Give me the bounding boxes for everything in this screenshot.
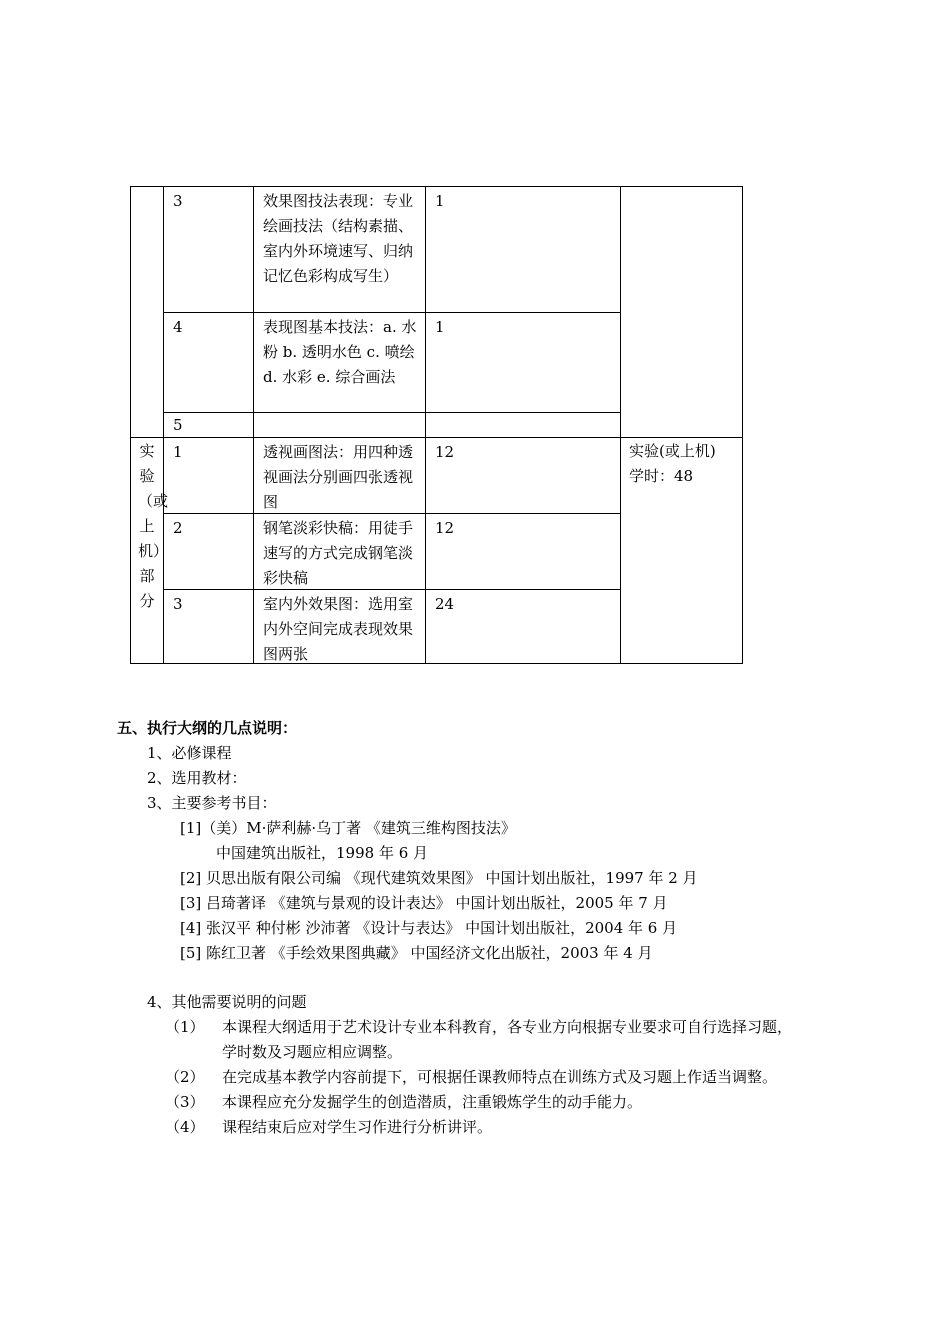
row-number: 4: [173, 318, 183, 336]
other-item-text: 课程结束后应对学生习作进行分析讲评。: [222, 1118, 493, 1136]
row-number-cell: [163, 437, 254, 514]
row-number-cell: [163, 513, 254, 590]
other-item-number: （4）: [165, 1118, 205, 1136]
row-number-cell: [163, 186, 254, 313]
note-cell-lab: [620, 437, 743, 664]
row-hours: 12: [435, 443, 455, 461]
row-hours: 1: [435, 192, 445, 210]
category-cell-lab: [130, 437, 169, 664]
row-hours-cell: [425, 312, 621, 413]
reference-item: [3] 吕琦著译 《建筑与景观的设计表达》 中国计划出版社，2005 年 7 月: [180, 894, 668, 912]
row-number: 1: [173, 443, 183, 461]
row-hours: 12: [435, 519, 455, 537]
other-item-number: （2）: [165, 1068, 205, 1086]
row-content: 钢笔淡彩快稿：用徒手速写的方式完成钢笔淡彩快稿: [263, 519, 414, 587]
row-content-cell: [253, 312, 426, 413]
row-content: 透视画图法：用四种透视画法分别画四张透视图: [263, 443, 414, 511]
row-hours-cell: [425, 186, 621, 313]
row-number: 5: [173, 416, 183, 434]
category-cell-top: [130, 186, 164, 438]
row-number-cell: [163, 589, 254, 664]
reference-item-continuation: 中国建筑出版社，1998 年 6 月: [216, 844, 429, 862]
row-number: 3: [173, 595, 183, 613]
row-content-cell: [253, 437, 426, 514]
row-hours: 1: [435, 318, 445, 336]
row-hours-cell: [425, 589, 621, 664]
row-content-cell: [253, 186, 426, 313]
note-cell-top: [620, 186, 743, 438]
row-content-cell: [253, 412, 426, 438]
row-number-cell: [163, 412, 254, 438]
row-number-cell: [163, 312, 254, 413]
other-item-number: （3）: [165, 1093, 205, 1111]
row-content: 室内外效果图：选用室内外空间完成表现效果图两张: [263, 595, 414, 663]
row-number: 2: [173, 519, 183, 537]
other-item-text: 本课程应充分发掘学生的创造潜质，注重锻炼学生的动手能力。: [222, 1093, 643, 1111]
note-item-4: 4、其他需要说明的问题: [147, 993, 307, 1011]
row-hours-cell: [425, 437, 621, 514]
other-item-text-continuation: 学时数及习题应相应调整。: [222, 1043, 403, 1061]
row-number: 3: [173, 192, 183, 210]
other-item-text: 本课程大纲适用于艺术设计专业本科教育，各专业方向根据专业要求可自行选择习题，: [222, 1018, 793, 1036]
note-item-3: 3、主要参考书目：: [147, 794, 277, 812]
section-heading: 五、执行大纲的几点说明：: [117, 719, 298, 737]
lab-note-line1: 实验(或上机): [629, 442, 716, 460]
row-content: 效果图技法表现：专业绘画技法（结构素描、室内外环境速写、归纳记忆色彩构成写生）: [263, 192, 414, 285]
reference-item: [5] 陈红卫著 《手绘效果图典藏》 中国经济文化出版社，2003 年 4 月: [180, 944, 653, 962]
reference-item: [1]（美）M·萨利赫·乌丁著 《建筑三维构图技法》: [180, 819, 516, 837]
reference-item: [2] 贝思出版有限公司编 《现代建筑效果图》 中国计划出版社，1997 年 2 月: [180, 869, 698, 887]
row-content-cell: [253, 589, 426, 664]
reference-item: [4] 张汉平 种付彬 沙沛著 《设计与表达》 中国计划出版社，2004 年 6 月: [180, 919, 678, 937]
lab-category-label: 实验（或上机）部分: [138, 442, 169, 610]
lab-note-line2: 学时：48: [629, 467, 694, 485]
other-item-text: 在完成基本教学内容前提下，可根据任课教师特点在训练方式及习题上作适当调整。: [222, 1068, 778, 1086]
row-content: 表现图基本技法：a. 水粉 b. 透明水色 c. 喷绘 d. 水彩 e. 综合画法: [263, 318, 417, 386]
row-hours-cell: [425, 513, 621, 590]
note-item-1: 1、必修课程: [147, 744, 232, 762]
row-hours: 24: [435, 595, 455, 613]
row-content-cell: [253, 513, 426, 590]
other-item-number: （1）: [165, 1018, 205, 1036]
row-hours-cell: [425, 412, 621, 438]
note-item-2: 2、选用教材：: [147, 769, 247, 787]
